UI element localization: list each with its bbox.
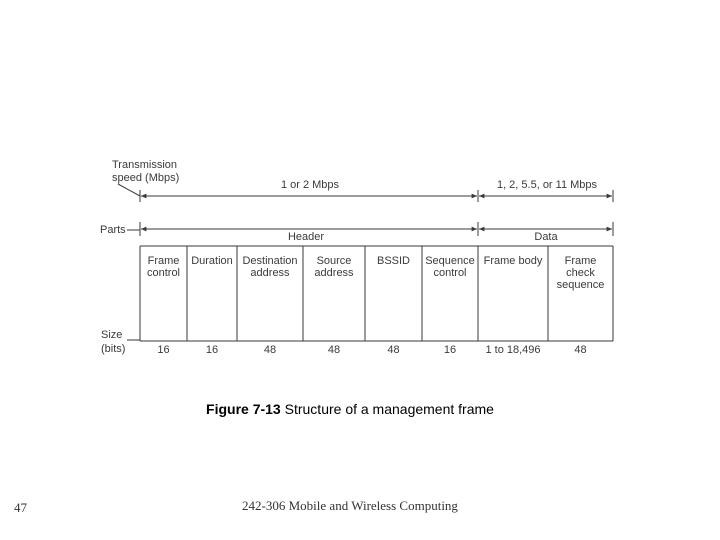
parts-label: Parts (100, 224, 126, 236)
field-size-bssid: 48 (387, 344, 400, 356)
field-size-frame-body: 1 to 18,496 (485, 344, 541, 356)
page-number: 47 (14, 500, 27, 515)
figure-number: Figure 7-13 (206, 401, 281, 417)
figure-caption-text: Structure of a management frame (284, 401, 494, 417)
size-label-line2: (bits) (101, 343, 126, 355)
size-label-line1: Size (101, 329, 123, 341)
header-part-label: Header (287, 231, 325, 243)
field-size-sequence-control: 16 (443, 344, 457, 356)
frame-field-boxes (140, 246, 613, 341)
transmission-speed-label-line2: speed (Mbps) (112, 172, 180, 184)
field-size-frame-control: 16 (157, 344, 170, 356)
field-size-source-address: 48 (327, 344, 341, 356)
field-label-source-address: Source address (314, 255, 354, 279)
data-part-label: Data (534, 231, 558, 243)
header-speed-label: 1 or 2 Mbps (280, 179, 340, 191)
field-label-destination-address: Destination address (242, 255, 298, 279)
transmission-speed-label-line1: Transmission (112, 159, 177, 171)
field-label-duration: Duration (191, 255, 233, 267)
data-speed-label: 1, 2, 5.5, or 11 Mbps (496, 179, 598, 191)
course-title: 242-306 Mobile and Wireless Computing (242, 498, 458, 513)
field-label-bssid: BSSID (376, 255, 411, 267)
field-label-frame-control: Frame control (146, 255, 181, 279)
field-label-sequence-control: Sequence control (425, 255, 475, 279)
transmission-speed-leader (118, 184, 140, 196)
field-size-frame-check-sequence: 48 (574, 344, 587, 356)
field-size-duration: 16 (205, 344, 219, 356)
figure-caption (0, 401, 700, 417)
field-label-frame-check-sequence: Frame check sequence (556, 255, 605, 291)
field-label-frame-body: Frame body (483, 255, 543, 267)
field-size-values (157, 344, 586, 356)
field-size-destination-address: 48 (263, 344, 277, 356)
